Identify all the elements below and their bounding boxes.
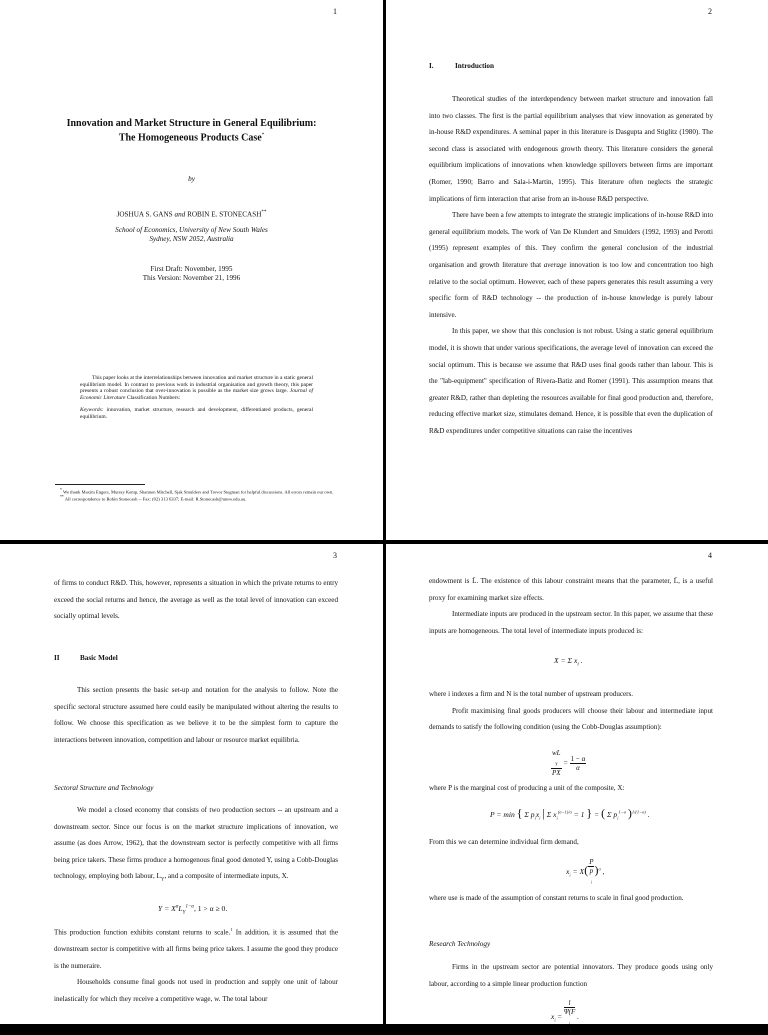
footnote-1-mark: * bbox=[60, 488, 62, 492]
paragraph: where P is the marginal cost of producing a unit of the composite, X: bbox=[429, 784, 625, 792]
title-footnote-mark: * bbox=[261, 133, 265, 138]
continued-text: of firms to conduct R&D. This, however, represents a situation in which the private returns to entry exceed the social returns and hence, the average as well as the total level of innovation can exceed socially optimal levels. bbox=[54, 579, 338, 621]
page-number: 1 bbox=[333, 7, 337, 16]
paragraph: where i indexes a firm and N is the total number of upstream producers. Profit maximising final goods producers will choose their labour and intermediate input demands to satisfy the following condition (using the Cobb-Douglas assumption): bbox=[429, 690, 713, 732]
affiliation bbox=[0, 226, 383, 244]
footnote-rule bbox=[55, 484, 145, 485]
page-4 bbox=[386, 544, 768, 1035]
title-line-1: Innovation and Market Structure in General Equilibrium: bbox=[66, 118, 317, 129]
keywords: innovation, market structure, research and development, differentiated products, general equilibrium. bbox=[80, 407, 314, 420]
and-word: and bbox=[174, 210, 186, 219]
equation-research-technology: $x_i$ = l Ψ(F $_i$ ) . bbox=[551, 999, 580, 1035]
author-2: ROBIN E. STONECASH bbox=[187, 210, 262, 219]
abstract-text: This paper looks at the interrelationships between innovation and market structure in a static general equilibrium model. In contrast to previous work in industrial organisation and growth theory, this paper presents a robust conclusion that over-innovation is possible as the market size grows large. bbox=[80, 375, 313, 395]
footnote-1: We thank Maxim Engers, Murray Kemp, Shannon Mitchell, Sjak Smulders and Trevor Stegman for helpful discussions. All errors remain our own. bbox=[63, 489, 334, 495]
paragraph: From this we can determine individual firm demand, bbox=[429, 838, 579, 846]
paragraph: This section presents the basic set-up and notation for the analysis to follow. Note the specific sectoral structure assumed here could easily be manipulated without altering the results to follow. We choose this specification as we believe it to be the simplest form to capture the interactions between innovation, competition and labour or resource market equilibria. bbox=[54, 686, 338, 744]
section-heading bbox=[54, 654, 118, 662]
version-info bbox=[0, 265, 383, 283]
section-number: I. bbox=[429, 62, 434, 70]
section-heading bbox=[429, 62, 494, 70]
jel-rest: Classification Numbers: bbox=[126, 394, 181, 401]
affiliation-line-2: Sydney, NSW 2052, Australia bbox=[149, 235, 234, 243]
page-1 bbox=[0, 0, 383, 540]
first-draft: First Draft: November, 1995 bbox=[150, 265, 233, 273]
paragraph: This production function exhibits constant returns to scale.$^1$ In addition, it is assumed that the downstream sector is competitive with all firms being price takers. I assume the good they produce is the numeraire. Households consume final goods not used in production and supply one unit of labour inelastically for which they receive a competitive wage, w. The total labour bbox=[54, 927, 338, 1003]
jel-journal: Journal of Economic Literature bbox=[80, 388, 314, 401]
section-title: Basic Model bbox=[80, 654, 118, 662]
by-line: by bbox=[188, 175, 195, 183]
footnote-ref: 1 bbox=[230, 927, 233, 932]
footnote-2-mark: ** bbox=[60, 495, 64, 500]
section-title: Introduction bbox=[455, 62, 495, 70]
paper-title bbox=[0, 118, 383, 144]
paragraph: Firms in the upstream sector are potential innovators. They produce goods using only labour, according to a simple linear production function bbox=[429, 963, 713, 988]
equation-marginal-cost: P = min { Σ $p_ix_i$ | Σ $x_i^{(\sigma-1)/\sigma} = 1$ } = ( Σ $p_i^{1-\sigma}$ )$^{1/(1-\sigma)}$ . bbox=[490, 806, 650, 821]
section-number: II bbox=[54, 654, 60, 662]
author-1: JOSHUA S. GANS bbox=[116, 210, 173, 219]
paragraph: We model a closed economy that consists of two production sectors -- an upstream and a downstream sector. Since our focus is on the market structure implications of innovation, we assume (as does Arrow, 1962), that the downstream sector is perfectly competitive with all firms being price takers. These firms produce a homogenous final good denoted Y, using a Cobb-Douglas technology, employing both labour, $L_Y$, and a composite of intermediate inputs, X. bbox=[54, 806, 338, 883]
equation-production-function: $Y = X^\alpha L_Y^{1-\alpha}$, 1 > α ≥ 0. bbox=[158, 904, 228, 916]
paragraph: where use is made of the assumption of constant returns to scale in final good production. bbox=[429, 894, 684, 902]
equation-optimality-condition: wL $_Y$ PX = $\frac{1 - \alpha}{\alpha}$ bbox=[552, 749, 586, 778]
page-2 bbox=[386, 0, 768, 540]
subsection-heading: Research Technology bbox=[429, 940, 491, 948]
page-3 bbox=[0, 544, 383, 1024]
affiliation-line-1: School of Economics, University of New South Wales bbox=[115, 226, 268, 234]
paragraph: Intermediate inputs are produced in the upstream sector. In this paper, we assume that these inputs are homogeneous. The total level of intermediate inputs produced is: bbox=[429, 610, 713, 635]
emphasis: average bbox=[543, 260, 567, 269]
author-footnote-mark: ** bbox=[261, 210, 267, 215]
footnotes bbox=[55, 488, 337, 502]
title-line-2: The Homogeneous Products Case bbox=[118, 132, 262, 144]
equation-firm-demand: $x_i = X$( P p $_i$ )$^\sigma$ , bbox=[566, 858, 605, 885]
paragraph: There have been a few attempts to integrate the strategic implications of in-house R&D into general equilibrium models. The work of Van De Klundert and Smulders (1992, 1993) and Perotti (1995) represent examples of this. They confirm the general conclusion of the industrial organisation and growth literature that average innovation is too low and concentration too high relative to the social optimum. However, each of these papers generates this result assuming a very specific form of R&D technology -- the production of in-house knowledge is purely labour intensive. bbox=[429, 211, 713, 319]
equation-total-inputs: X = Σ $x_i$ . bbox=[554, 656, 583, 668]
footnote-2: All correspondence to Robin Stonecash -- Fax: (02) 313 6337; E-mail: R.Stonecash@unsw.edu.au. bbox=[64, 496, 247, 502]
page-number: 3 bbox=[333, 551, 337, 560]
paragraph: Theoretical studies of the interdependency between market structure and innovation fall into two classes. The first is the partial equilibrium analyses that view innovation as generated by in-house R&D expenditures. A seminal paper in this literature is Dasgupta and Stiglitz (1980). The second class is associated with endogenous growth theory. This literature considers the general equilibrium implications of innovations when knowledge spillovers between firms are important (Romer, 1990; Barro and Sala-i-Martin, 1995). This literature often neglects the strategic implications of firm interaction that arise from an in-house R&D perspective. bbox=[429, 95, 713, 203]
authors bbox=[0, 208, 383, 219]
page-number: 2 bbox=[708, 7, 712, 16]
keywords-label: Keywords: bbox=[80, 407, 104, 414]
page-number: 4 bbox=[708, 551, 712, 560]
continued-text: endowment is L̄. The existence of this labour constraint means that the parameter, L̄, is a useful proxy for examining market size effects. bbox=[429, 577, 713, 602]
subsection-heading: Sectoral Structure and Technology bbox=[54, 784, 154, 792]
abstract bbox=[80, 375, 313, 421]
this-version: This Version: November 21, 1996 bbox=[142, 274, 241, 282]
paragraph: In this paper, we show that this conclusion is not robust. Using a static general equilibrium model, it is shown that under various specifications, the average level of innovation can exceed the social optimum. This is because we assume that R&D uses final goods rather than labour. This is the "lab-equipment" specification of Rivera-Batiz and Romer (1991). This assumption means that greater R&D, rather than depleting the resources available for final good production and, therefore, reducing effective market size, stimulates demand. Hence, it is possible that even the duplication of R&D expenditures under competitive situations can raise the incentives bbox=[429, 327, 713, 435]
body-text bbox=[429, 91, 713, 439]
